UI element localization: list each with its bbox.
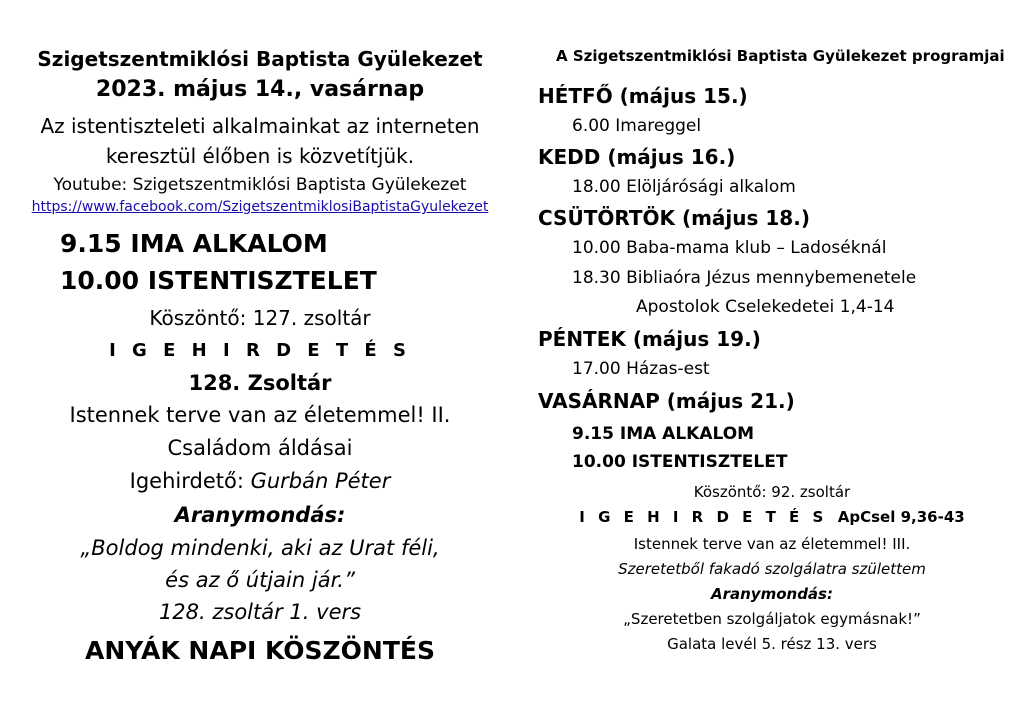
event-thursday-2-reference: Apostolok Cselekedetei 1,4-14 bbox=[636, 297, 895, 317]
sunday-subtitle: Szeretetből fakadó szolgálatra születtem bbox=[618, 560, 926, 578]
quote-line-1: „Boldog mindenki, aki az Urat féli, bbox=[80, 536, 440, 560]
sunday-sermon-reference: ApCsel 9,36-43 bbox=[837, 508, 965, 526]
sermon-psalm: 128. Zsoltár bbox=[188, 371, 332, 395]
day-thursday: CSÜTÖRTÖK (május 18.) bbox=[538, 206, 810, 230]
sunday-prayer-time: 9.15 IMA ALKALOM bbox=[572, 424, 755, 444]
sunday-greeting: Köszöntő: 92. zsoltár bbox=[693, 483, 851, 501]
sunday-quote: „Szeretetben szolgáljatok egymásnak!” bbox=[623, 610, 921, 628]
day-sunday: VASÁRNAP (május 21.) bbox=[538, 389, 795, 413]
day-monday: HÉTFŐ (május 15.) bbox=[538, 84, 748, 108]
sermon-subtitle: Családom áldásai bbox=[167, 436, 353, 460]
church-name: Szigetszentmiklósi Baptista Gyülekezet bbox=[37, 47, 483, 71]
quote-reference: 128. zsoltár 1. vers bbox=[158, 600, 362, 624]
programs-heading: A Szigetszentmiklósi Baptista Gyülekezet programjai bbox=[556, 47, 1005, 65]
right-column bbox=[520, 0, 1024, 724]
event-thursday-2: 18.30 Bibliaóra Jézus mennybemenetele bbox=[572, 268, 917, 288]
quote-line-2: és az ő útjain jár.” bbox=[165, 568, 355, 592]
event-monday-1: 6.00 Imareggel bbox=[572, 116, 702, 136]
facebook-link[interactable]: https://www.facebook.com/SzigetszentmiklosiBaptistaGyulekezet bbox=[31, 199, 489, 215]
sunday-service-time: 10.00 ISTENTISZTELET bbox=[572, 452, 788, 472]
youtube-channel: Youtube: Szigetszentmiklósi Baptista Gyülekezet bbox=[53, 175, 467, 195]
preacher bbox=[0, 469, 520, 493]
sunday-sermon-heading-row bbox=[520, 508, 1024, 526]
broadcast-line-2: keresztül élőben is közvetítjük. bbox=[105, 144, 415, 168]
day-tuesday: KEDD (május 16.) bbox=[538, 145, 736, 169]
prayer-time: 9.15 IMA ALKALOM bbox=[60, 229, 328, 258]
preacher-label: Igehirdető: bbox=[129, 469, 251, 493]
broadcast-line-1: Az istentiszteleti alkalmainkat az interneten bbox=[40, 114, 480, 138]
day-friday: PÉNTEK (május 19.) bbox=[538, 327, 761, 351]
sunday-theme: Istennek terve van az életemmel! III. bbox=[633, 535, 911, 553]
sunday-golden-verse-label: Aranymondás: bbox=[711, 585, 833, 603]
mothers-day-greeting: ANYÁK NAPI KÖSZÖNTÉS bbox=[85, 636, 435, 665]
preacher-name: Gurbán Péter bbox=[250, 469, 391, 493]
golden-verse-label: Aranymondás: bbox=[174, 503, 346, 527]
sermon-heading: I G E H I R D E T É S bbox=[109, 340, 411, 361]
event-thursday-1: 10.00 Baba-mama klub – Ladoséknál bbox=[572, 238, 887, 258]
event-tuesday-1: 18.00 Elöljárósági alkalom bbox=[572, 177, 796, 197]
service-date: 2023. május 14., vasárnap bbox=[95, 77, 425, 102]
sunday-sermon-heading: I G E H I R D E T É S bbox=[579, 508, 828, 526]
sermon-theme: Istennek terve van az életemmel! II. bbox=[69, 403, 451, 427]
service-time: 10.00 ISTENTISZTELET bbox=[60, 266, 377, 295]
event-friday-1: 17.00 Házas-est bbox=[572, 359, 710, 379]
greeting-psalm: Köszöntő: 127. zsoltár bbox=[149, 306, 371, 330]
sunday-quote-reference: Galata levél 5. rész 13. vers bbox=[667, 635, 877, 653]
